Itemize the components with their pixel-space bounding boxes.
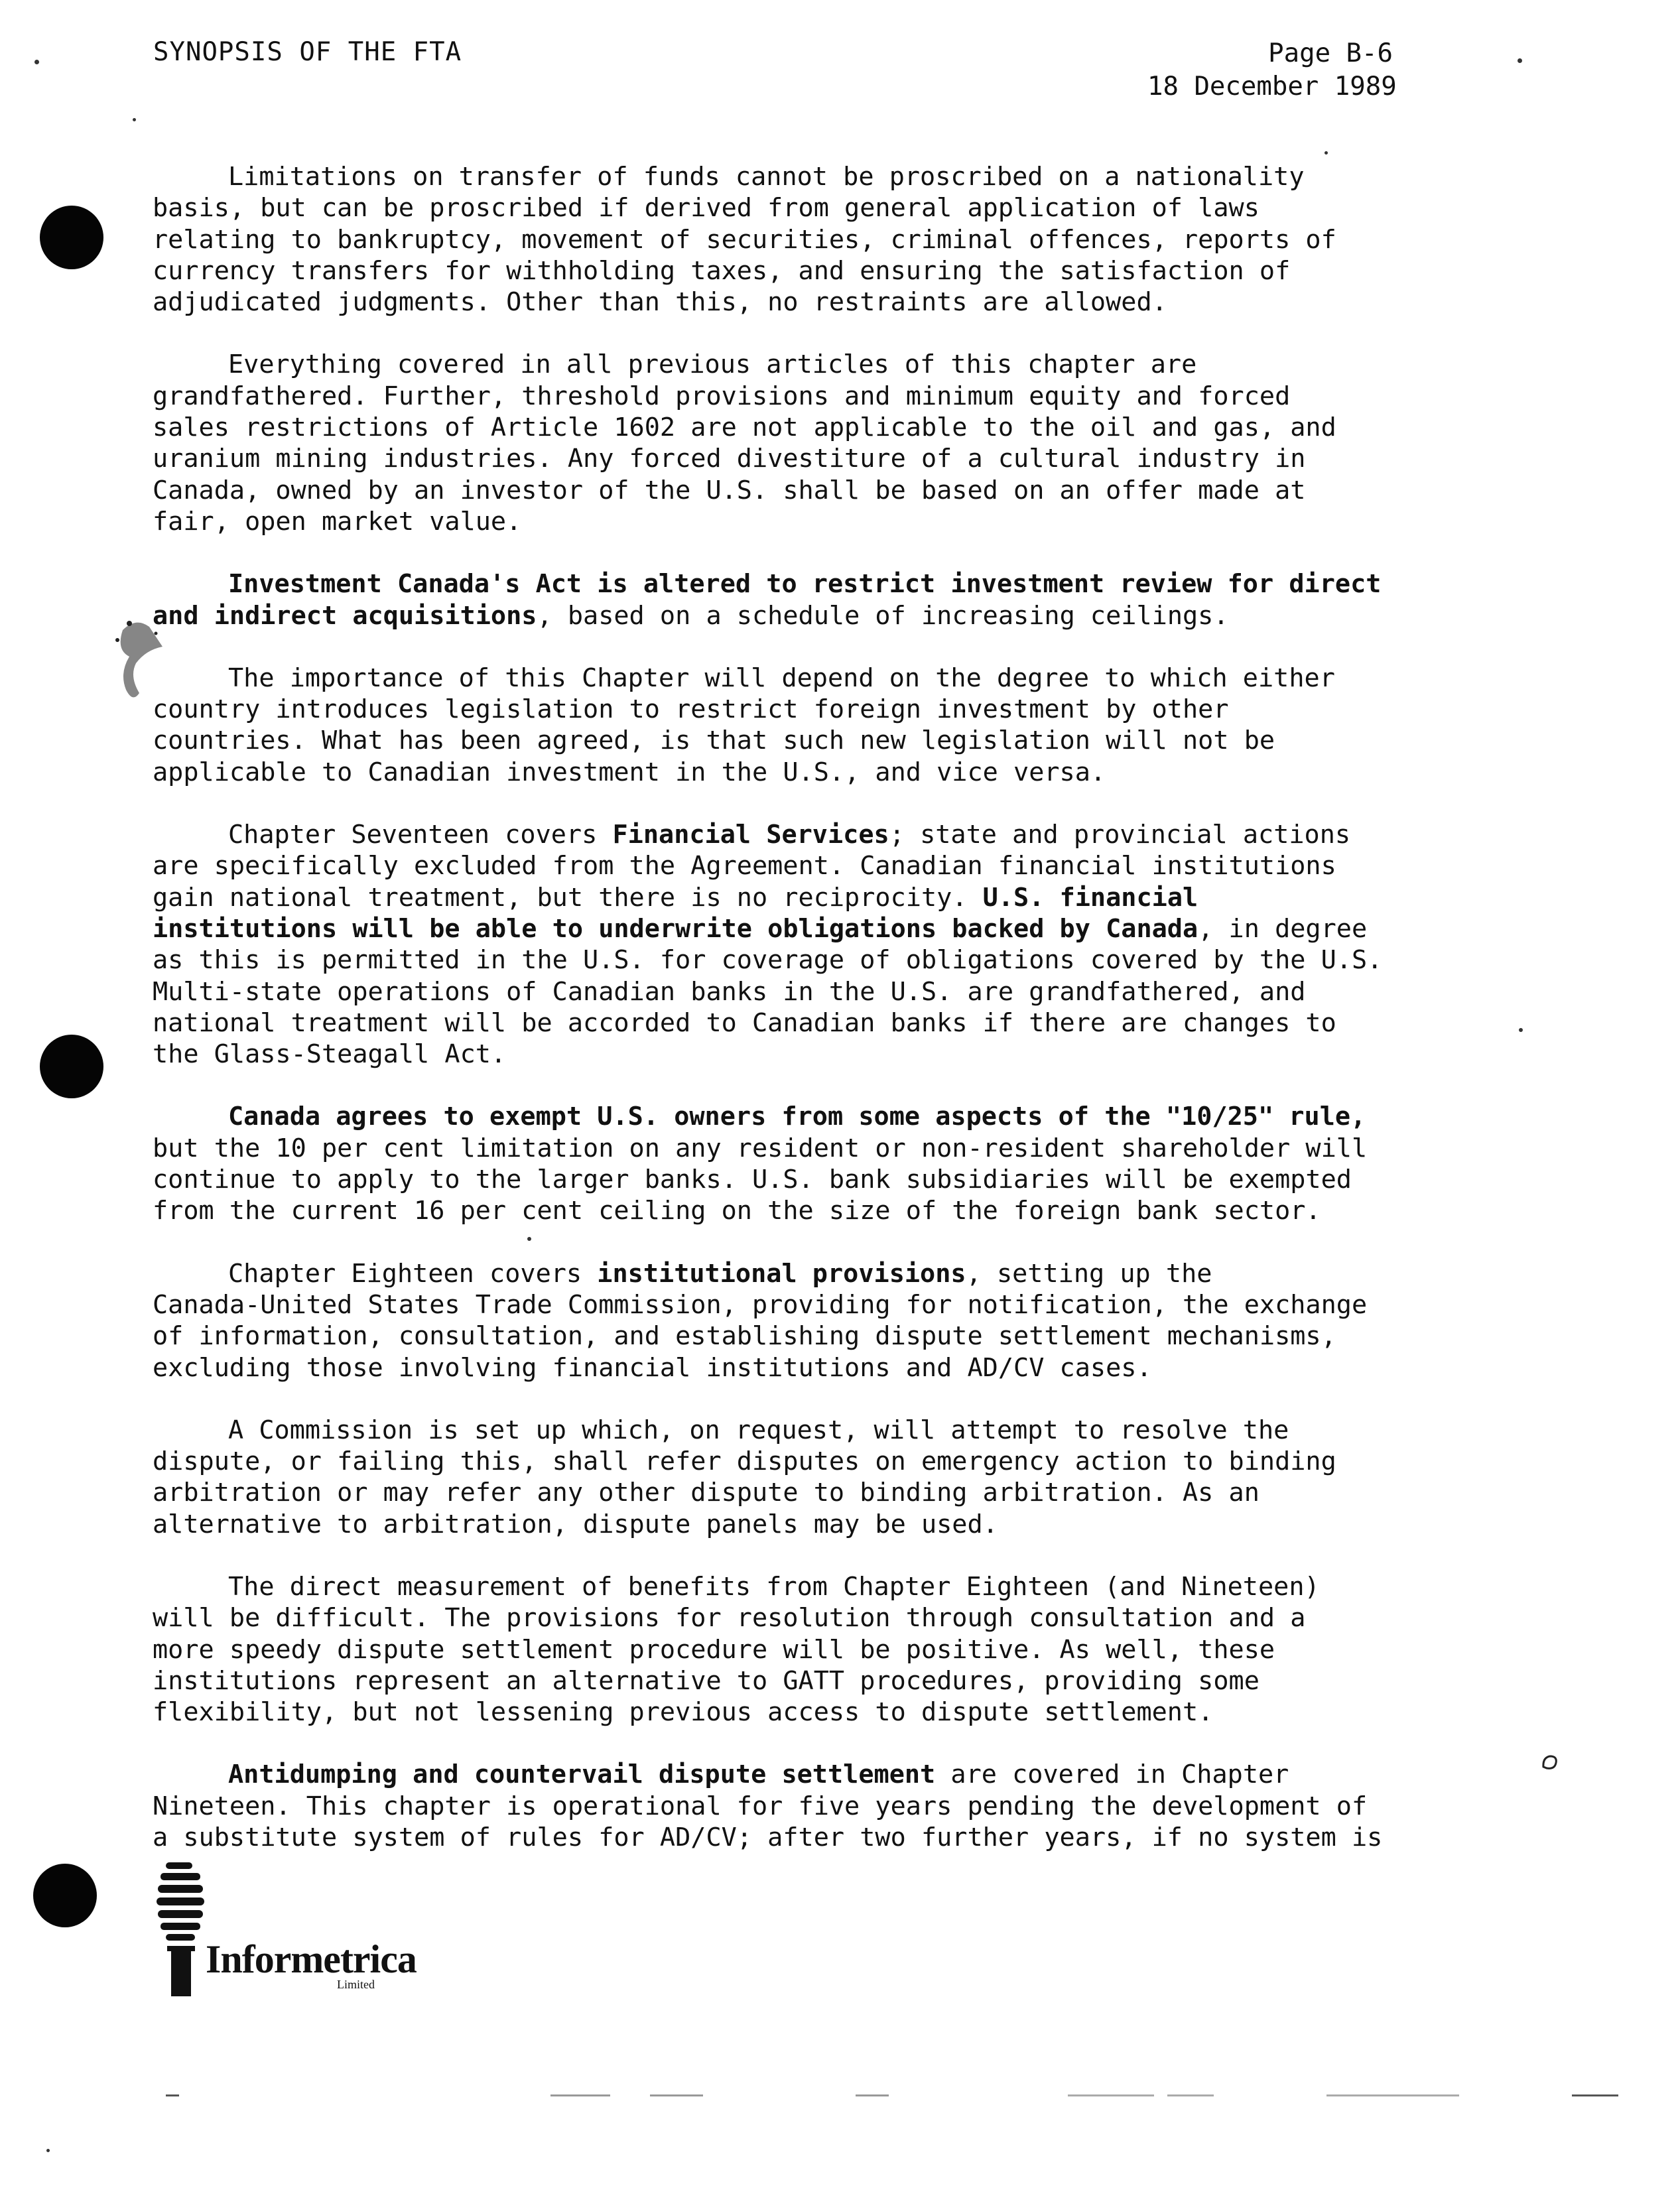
paragraph [153,819,1416,1070]
bold-text-run: Investment Canada's Act is altered to restrict investment review for direct [228,569,1382,600]
text-line [153,694,1416,725]
document-date: 18 December 1989 [1147,72,1397,101]
text-run: gain national treatment, but there is no reciprocity. [153,882,983,913]
scan-speck [1518,58,1522,63]
text-line [153,850,1416,881]
text-run: Nineteen. This chapter is operational for five years pending the development of [153,1791,1368,1821]
scan-noise-line [1326,2094,1459,2096]
text-line [153,443,1416,474]
text-run: alternative to arbitration, dispute panels may be used. [153,1509,998,1539]
text-line [153,1571,1416,1602]
text-line [153,1665,1416,1697]
paragraph [153,1759,1416,1853]
text-line [153,1195,1416,1226]
page-number: Page B-6 [1268,38,1393,68]
scan-noise-line [1068,2094,1154,2096]
text-run: Everything covered in all previous articles of this chapter are [228,350,1197,380]
text-run: are covered in Chapter [935,1760,1289,1790]
globe-logo-icon [154,1857,214,1996]
paragraph [153,1571,1416,1728]
text-run: country introduces legislation to restrict foreign investment by other [153,694,1229,725]
text-run: more speedy dispute settlement procedure will be positive. As well, these [153,1634,1275,1665]
text-line [153,663,1416,694]
text-run: applicable to Canadian investment in the U.S., and vice versa. [153,757,1106,787]
scan-noise-line [1167,2094,1214,2096]
punch-hole-middle [40,1035,103,1098]
paragraph [153,1415,1416,1540]
text-line [153,192,1416,224]
page-header-info [1147,37,1397,103]
text-run: from the current 16 per cent ceiling on the size of the foreign bank sector. [153,1196,1321,1226]
bold-text-run: Financial Services [612,820,889,850]
text-run: A Commission is set up which, on request, will attempt to resolve the [228,1415,1289,1445]
text-run: Canada-United States Trade Commission, providing for notification, the exchange [153,1289,1368,1320]
scan-noise-line [650,2094,703,2096]
text-run: of information, consultation, and establishing dispute settlement mechanisms, [153,1321,1336,1352]
text-run: fair, open market value. [153,506,522,537]
punch-hole-top [40,206,103,269]
text-run: sales restrictions of Article 1602 are not applicable to the oil and gas, and [153,413,1336,443]
text-line [153,944,1416,976]
text-line [153,1352,1416,1383]
text-line [153,506,1416,537]
text-run: The direct measurement of benefits from Chapter Eighteen (and Nineteen) [228,1571,1320,1602]
text-line [153,725,1416,756]
text-line [153,1446,1416,1477]
bold-text-run: Canada agrees to exempt U.S. owners from some aspects of the "10/25" rule, [228,1102,1366,1132]
text-line [153,1822,1416,1853]
document-title: SYNOPSIS OF THE FTA [153,37,462,67]
text-line [153,1791,1416,1822]
text-run: , based on a schedule of increasing ceilings. [537,600,1229,631]
text-run: flexibility, but not lessening previous access to dispute settlement. [153,1697,1214,1728]
text-line [153,287,1416,318]
scan-noise-line [550,2094,610,2096]
text-line [153,381,1416,412]
scan-speck [1519,1028,1523,1032]
text-line [153,819,1416,850]
text-line [153,1415,1416,1446]
paragraph [153,349,1416,537]
paragraph [153,161,1416,318]
bold-text-run: and indirect acquisitions [153,600,537,631]
text-line [153,1039,1416,1070]
text-line [153,1477,1416,1508]
paragraph [153,568,1416,631]
text-line [153,600,1416,631]
text-line [153,1258,1416,1289]
text-line [153,568,1416,600]
text-line [153,349,1416,380]
scan-speck [34,60,39,64]
text-line [153,1759,1416,1790]
text-run: ; state and provincial actions [889,820,1351,850]
text-run: Chapter Eighteen covers [228,1258,598,1289]
text-run: grandfathered. Further, threshold provisions and minimum equity and forced [153,381,1291,411]
paragraph [153,1258,1416,1383]
scan-noise-line [166,2094,179,2096]
scan-mark [1540,1752,1560,1772]
text-run: excluding those involving financial institutions and AD/CV cases. [153,1352,1152,1383]
scan-speck [527,1237,531,1241]
text-run: Multi-state operations of Canadian banks in the U.S. are grandfathered, and [153,976,1306,1007]
text-line [153,913,1416,944]
scan-noise-line [856,2094,889,2096]
text-line [153,1634,1416,1665]
text-line [153,1602,1416,1634]
text-line [153,1133,1416,1164]
text-line [153,1289,1416,1320]
text-run: institutions represent an alternative to GATT procedures, providing some [153,1665,1260,1696]
text-run: adjudicated judgments. Other than this, no restraints are allowed. [153,287,1167,318]
scan-speck [133,118,136,121]
bold-text-run: U.S. financial [982,882,1198,913]
text-run: a substitute system of rules for AD/CV; after two further years, if no system is [153,1823,1383,1853]
text-run: The importance of this Chapter will depend on the degree to which either [228,663,1335,693]
logo-wordmark: Informetrica [206,1937,417,1981]
text-run: but the 10 per cent limitation on any resident or non-resident shareholder will [153,1133,1368,1163]
text-run: currency transfers for withholding taxes, and ensuring the satisfaction of [153,255,1291,286]
text-line [153,882,1416,913]
text-line [153,1101,1416,1132]
text-line [153,1320,1416,1352]
text-run: as this is permitted in the U.S. for coverage of obligations covered by the U.S. [153,945,1383,976]
text-run: arbitration or may refer any other dispute to binding arbitration. As an [153,1478,1260,1508]
paragraph [153,663,1416,788]
text-line [153,255,1416,287]
text-run: , setting up the [966,1258,1212,1289]
scan-speck [1325,151,1328,155]
text-run: are specifically excluded from the Agreement. Canadian financial institutions [153,851,1336,881]
text-run: Chapter Seventeen covers [228,820,613,850]
text-run: , in degree [1198,913,1368,944]
logo-subtitle: Limited [337,1978,375,1991]
text-line [153,757,1416,788]
text-run: Canada, owned by an investor of the U.S. shall be based on an offer made at [153,475,1306,505]
text-line [153,1164,1416,1195]
text-run: will be difficult. The provisions for resolution through consultation and a [153,1603,1306,1634]
bold-text-run: Antidumping and countervail dispute settlement [228,1760,936,1790]
scan-noise-line [1572,2094,1618,2096]
text-run: basis, but can be proscribed if derived from general application of laws [153,193,1260,224]
company-logo [154,1857,419,1996]
text-run: countries. What has been agreed, is that such new legislation will not be [153,726,1275,756]
scan-smudge [109,610,189,716]
paragraph [153,1101,1416,1226]
text-run: uranium mining industries. Any forced divestiture of a cultural industry in [153,444,1306,474]
text-line [153,224,1416,255]
text-line [153,1509,1416,1540]
text-line [153,1697,1416,1728]
text-line [153,1007,1416,1039]
text-line [153,161,1416,192]
text-line [153,412,1416,443]
text-run: dispute, or failing this, shall refer disputes on emergency action to binding [153,1447,1336,1477]
body-text [153,161,1416,1884]
scan-speck [46,2149,50,2152]
bold-text-run: institutional provisions [597,1258,966,1289]
text-run: continue to apply to the larger banks. U.S. bank subsidiaries will be exempted [153,1165,1352,1195]
text-line [153,475,1416,506]
text-run: national treatment will be accorded to Canadian banks if there are changes to [153,1007,1336,1038]
bold-text-run: institutions will be able to underwrite obligations backed by Canada [153,913,1198,944]
text-line [153,976,1416,1007]
text-run: the Glass-Steagall Act. [153,1039,507,1070]
punch-hole-bottom [33,1864,97,1927]
text-run: relating to bankruptcy, movement of securities, criminal offences, reports of [153,224,1336,255]
text-run: Limitations on transfer of funds cannot be proscribed on a nationality [228,162,1305,192]
